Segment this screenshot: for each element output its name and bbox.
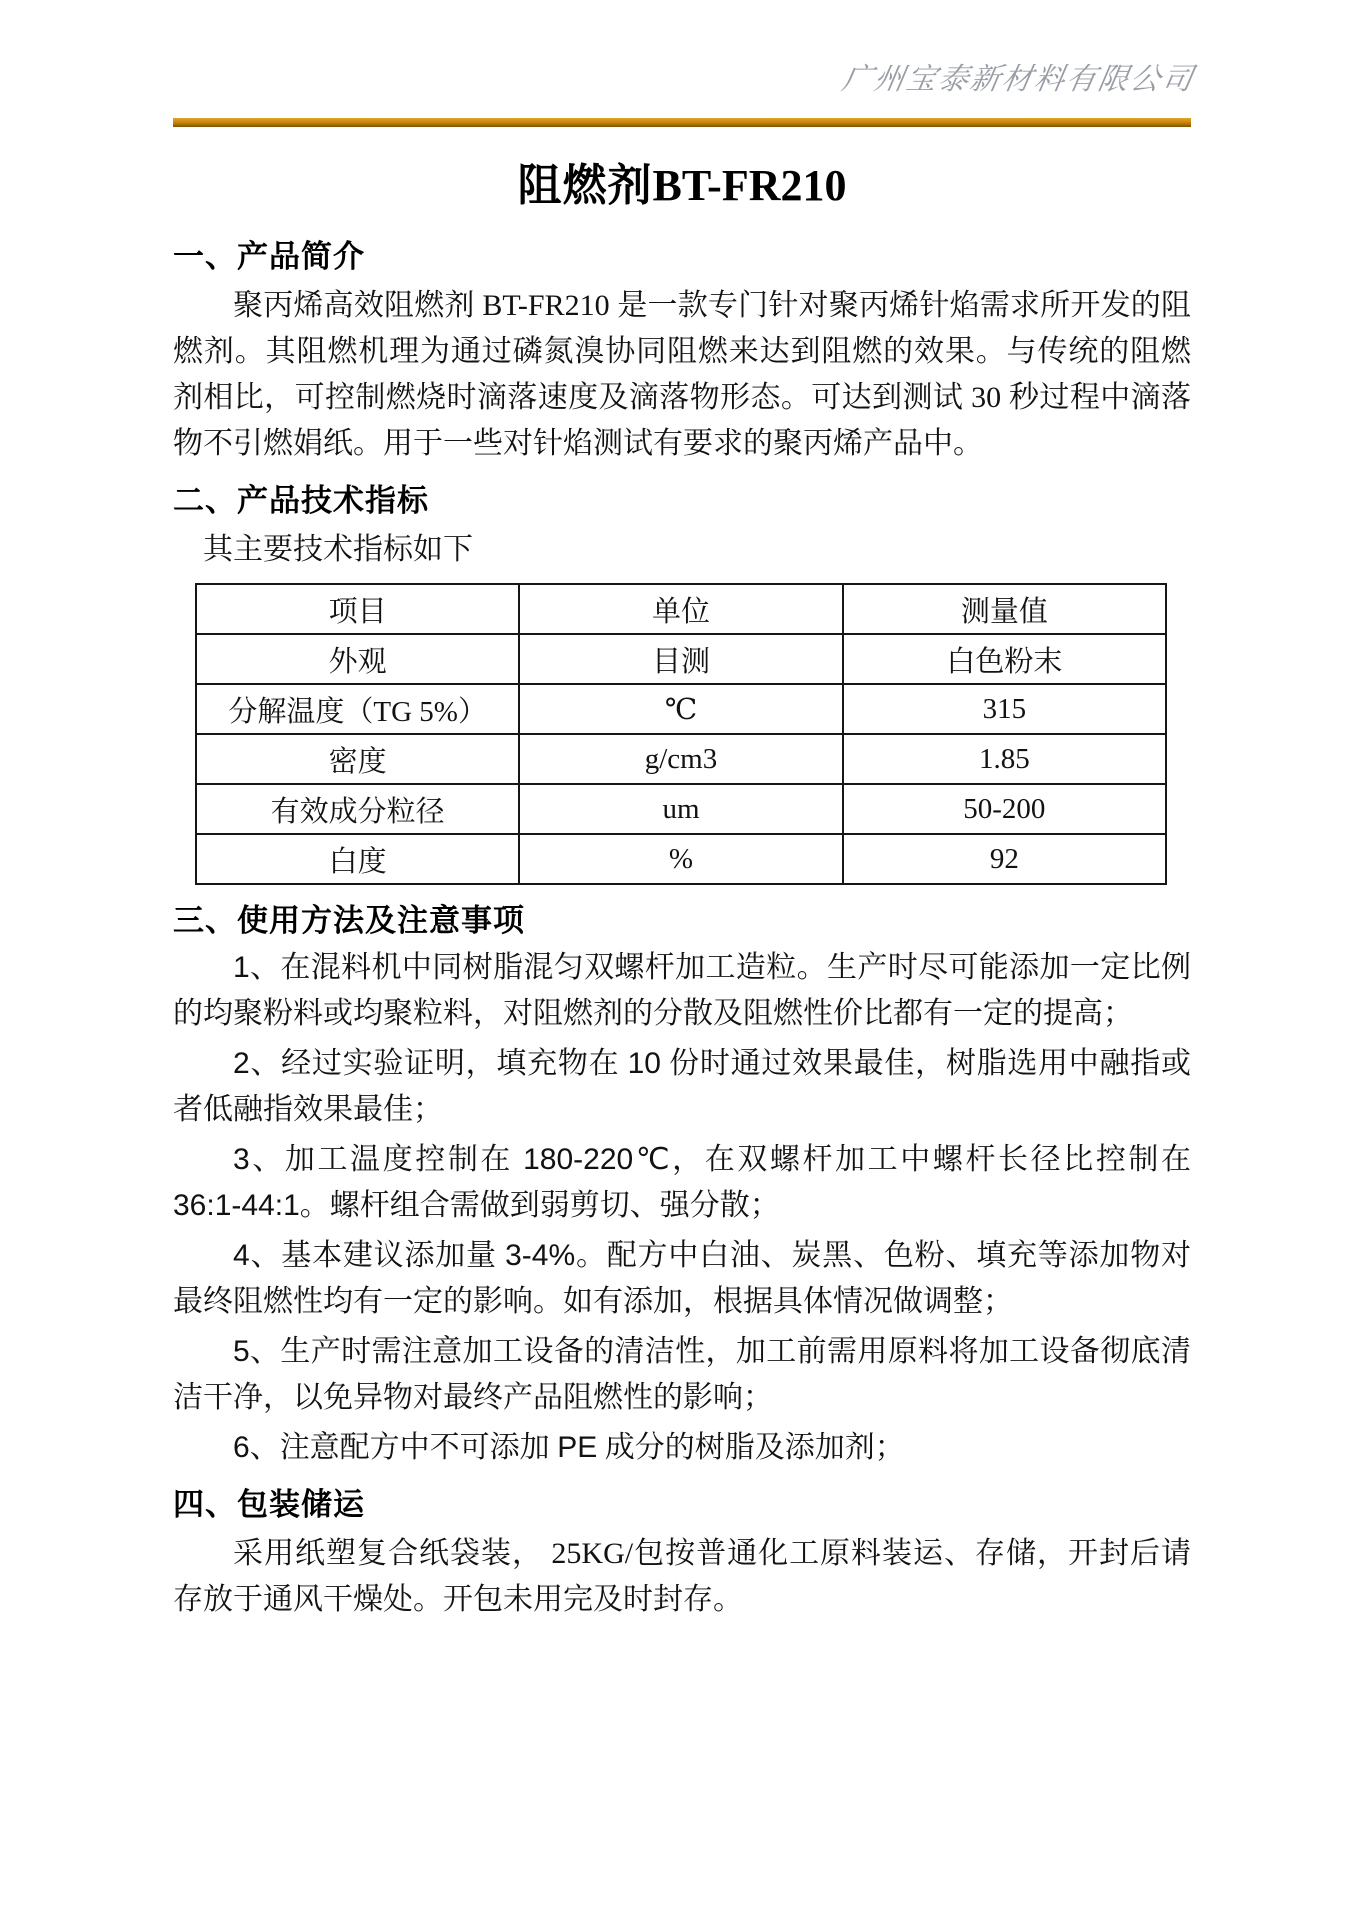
table-cell: 外观 [196,634,519,684]
packing-paragraph: 采用纸塑复合纸袋装， 25KG/包按普通化工原料装运、存储，开封后请存放于通风干燥处。开包未用完及时封存。 [173,1537,1191,1616]
usage-item [173,1137,1191,1229]
usage-item-text: 经过实验证明，填充物在 [281,1047,628,1080]
usage-item-text: 加工温度控制在 [284,1143,524,1176]
table-header-cell: 单位 [519,584,842,634]
specs-table-head [196,584,1166,634]
usage-item-text: 10 [627,1047,661,1080]
usage-item-text: 基本建议添加量 [281,1239,506,1272]
usage-item [173,945,1191,1037]
table-cell: 92 [843,834,1166,884]
section-usage-heading: 三、使用方法及注意事项 [173,903,525,938]
usage-item-number: 3、 [233,1143,285,1176]
usage-item [173,1041,1191,1133]
table-header-cell: 项目 [196,584,519,634]
specs-table-body [196,634,1166,884]
usage-item-text: 36:1-44:1 [173,1189,300,1222]
specs-table [195,583,1167,885]
usage-item-text: ，在双螺杆加工中螺杆长径比控制在 [672,1143,1192,1176]
usage-item-number: 6、 [233,1431,280,1464]
page-title [173,155,1191,217]
table-cell: 1.85 [843,734,1166,784]
usage-item-text: 成分的树脂及添加剂； [597,1431,905,1464]
table-cell: 分解温度（TG 5%） [196,684,519,734]
usage-item-text: 3-4% [505,1239,576,1272]
table-header-row [196,584,1166,634]
table-row [196,634,1166,684]
table-cell: 有效成分粒径 [196,784,519,834]
intro-paragraph: 聚丙烯高效阻燃剂 BT-FR210 是一款专门针对聚丙烯针焰需求所开发的阻燃剂。其阻燃机理为通过磷氮溴协同阻燃来达到阻燃的效果。与传统的阻燃剂相比，可控制燃烧时滴落速度及滴落物形态。可达到测试 30 秒过程中滴落物不引燃娟纸。用于一些对针焰测试有要求的聚丙烯产品中。 [173,289,1191,460]
table-cell: 目测 [519,634,842,684]
table-row [196,684,1166,734]
usage-item-text: 生产时需注意加工设备的清洁性，加工前需用原料将加工设备彻底清洁干净，以免异物对最终产品阻燃性的影响； [173,1335,1192,1414]
usage-item-text: 180-220℃ [523,1143,673,1176]
usage-item [173,1425,1191,1471]
table-row [196,734,1166,784]
usage-item-number: 5、 [233,1335,281,1368]
usage-item-number: 2、 [233,1047,282,1080]
usage-item-number: 1、 [233,951,281,984]
usage-item-text: 。螺杆组合需做到弱剪切、强分散； [299,1189,780,1222]
table-cell: 密度 [196,734,519,784]
table-cell: % [519,834,842,884]
company-name: 广州宝泰新材料有限公司 [839,63,1198,96]
document-header [173,62,1198,103]
usage-item-text: 在混料机中同树脂混匀双螺杆加工造粒。生产时尽可能添加一定比例的均聚粉料或均聚粒料，对阻燃剂的分散及阻燃性价比都有一定的提高； [173,951,1192,1030]
section-packing-heading: 四、包装储运 [173,1487,365,1522]
table-row [196,784,1166,834]
table-cell: g/cm3 [519,734,842,784]
section-specs-heading: 二、产品技术指标 [173,483,429,518]
usage-item-text: PE [557,1431,598,1464]
usage-item-text: 份时通过效果最佳，树脂选用中融指或者低融指效果最佳； [173,1047,1192,1126]
table-row [196,834,1166,884]
specs-note: 其主要技术指标如下 [203,533,473,566]
table-cell: 白度 [196,834,519,884]
section-intro-heading: 一、产品简介 [173,239,365,274]
usage-item-number: 4、 [233,1239,282,1272]
usage-item [173,1329,1191,1421]
usage-item [173,1233,1191,1325]
page-title-latin: BT-FR210 [652,161,847,210]
table-cell: 白色粉末 [843,634,1166,684]
page-title-cjk: 阻燃剂 [517,161,653,210]
table-cell: um [519,784,842,834]
usage-list [173,945,1191,1471]
table-header-cell: 测量值 [843,584,1166,634]
table-cell: ℃ [519,684,842,734]
table-cell: 50-200 [843,784,1166,834]
table-cell: 315 [843,684,1166,734]
header-accent-rule [173,118,1191,127]
usage-item-text: 注意配方中不可添加 [279,1431,558,1464]
usage-item-text: 。配方中白油、炭黑、色粉、填充等添加物对最终阻燃性均有一定的影响。如有添加，根据具体情况做调整； [173,1239,1192,1318]
